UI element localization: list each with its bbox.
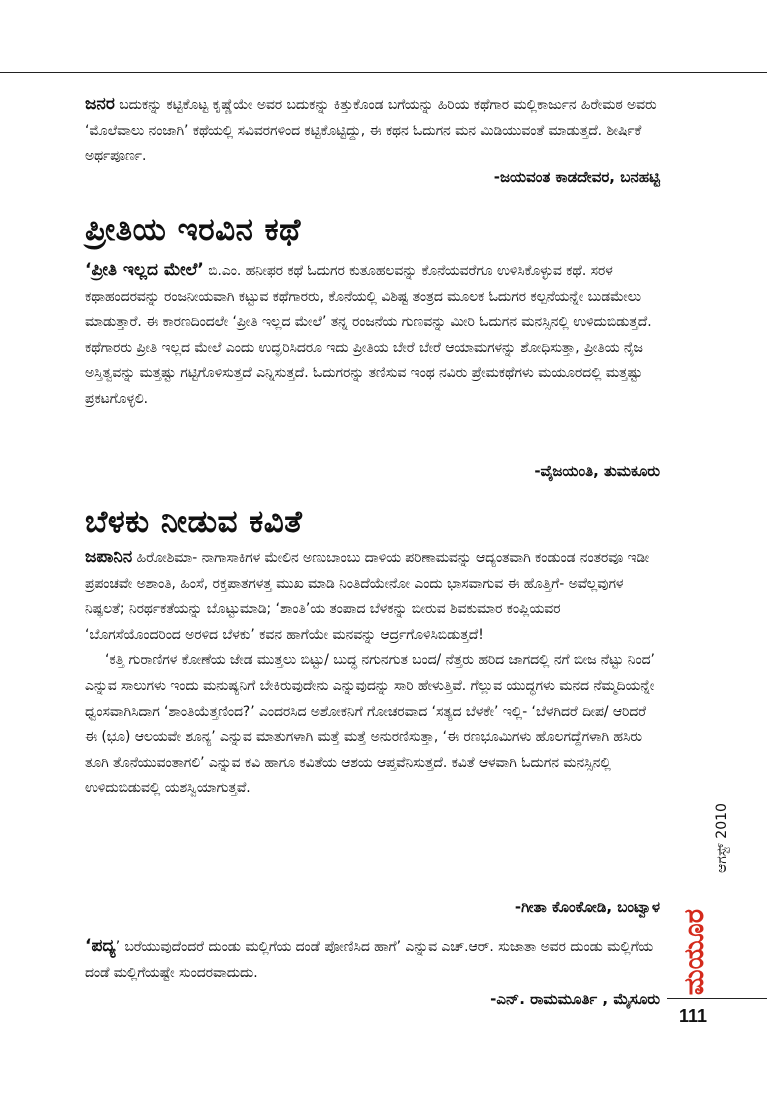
- letter-4: [85, 934, 660, 986]
- page-number: 111: [679, 1006, 708, 1026]
- letter-3-signature: -ಗೀತಾ ಕೊಂಕೋಡಿ, ಬಂಟ್ವಾಳ: [514, 898, 660, 916]
- letter-3: [85, 545, 660, 802]
- letter-2-lead: ‘ಪ್ರೀತಿ ಇಲ್ಲದ ಮೇಲೆ’: [85, 260, 204, 280]
- letter-4-body: ‘ಪದ್ಯ’ ಬರೆಯುವುದೆಂದರೆ ದುಂಡು ಮಲ್ಲಿಗೆಯ ದಂಡೆ ಪೋಣಿಸಿದ ಹಾಗೆ’ ಎನ್ನುವ ಎಚ್.ಆರ್. ಸುಜಾತಾ ಅವರ ದುಂಡು ಮಲ್ಲಿಗೆಯ ದಂಡೆ ಮಲ್ಲಿಗೆಯಷ್ಟೇ ಸುಂದರವಾದುದು.: [85, 936, 654, 981]
- heading-belaku-needuva-kavite: ಬೆಳಕು ನೀಡುವ ಕವಿತೆ: [85, 504, 303, 540]
- letter-1: [85, 92, 660, 170]
- letter-1-body: ಜನರ ಬದುಕನ್ನು ಕಟ್ಟಿಕೊಟ್ಟ ಕೃಷ್ಣೆಯೇ ಅವರ ಬದುಕನ್ನು ಕಿತ್ತುಕೊಂಡ ಬಗೆಯನ್ನು ಹಿರಿಯ ಕಥೆಗಾರ ಮಲ್ಲಿಕಾರ್ಜುನ ಹಿರೇಮಠ ಅವರು ‘ಮೊಲೆವಾಲು ನಂಜಾಗಿ’ ಕಥೆಯಲ್ಲಿ ಸವಿವರಗಳಿಂದ ಕಟ್ಟಿಕೊಟ್ಟಿದ್ದು, ಈ ಕಥನ ಓದುಗನ ಮನ ಮಿಡಿಯುವಂತೆ ಮಾಡುತ್ತದೆ. ಶೀರ್ಷಿಕೆ ಅರ್ಥಪೂರ್ಣ.: [85, 94, 657, 165]
- letter-4-lead: ‘ಪದ್ಯ: [85, 936, 116, 956]
- letter-4-signature: -ಎನ್. ರಾಮಮೂರ್ತಿ , ಮೈಸೂರು: [490, 990, 660, 1008]
- letter-2: [85, 258, 660, 413]
- magazine-logo: ಮಯೂರ: [679, 908, 710, 996]
- letter-1-signature: -ಜಯವಂತ ಕಾಡದೇವರ, ಬನಹಟ್ಟಿ: [493, 168, 660, 186]
- letter-1-lead: ಜನರ: [85, 94, 115, 114]
- top-rule: [0, 72, 767, 73]
- heading-preetiya-iravina-kathe: ಪ್ರೀತಿಯ ಇರವಿನ ಕಥೆ: [85, 212, 301, 248]
- letter-3-body-2: ‘ಕತ್ತಿ ಗುರಾಣಿಗಳ ಕೋಣೆಯ ಜೇಡ ಮುತ್ತಲು ಬಿಟ್ಟು/ ಬುದ್ಧ ನಗುನಗುತ ಬಂದ/ ನೆತ್ತರು ಹರಿದ ಜಾಗದಲ್ಲಿ ನಗೆ ಬೀಜ ನೆಟ್ಟು ನಿಂದ’ ಎನ್ನುವ ಸಾಲುಗಳು ಇಂದು ಮನುಷ್ಯನಿಗೆ ಬೇಕಿರುವುದೇನು ಎನ್ನುವುದನ್ನು ಸಾರಿ ಹೇಳುತ್ತಿವೆ. ಗೆಲ್ಲುವ ಯುದ್ಧಗಳು ಮನದ ನೆಮ್ಮದಿಯನ್ನೇ ಧ್ವಂಸವಾಗಿಸಿದಾಗ ‘ಶಾಂತಿಯೆತ್ತಣಿಂದ?’ ಎಂದರಸಿದ ಅಶೋಕನಿಗೆ ಗೋಚರವಾದ ‘ಸತ್ಯದ ಬೆಳಕೇ’ ಇಲ್ಲಿ- ‘ಬೆಳಗಿದರೆ ದೀಪ/ ಆರಿದರೆ ಈ (ಭೂ) ಆಲಯವೇ ಶೂನ್ಯ’ ಎನ್ನುವ ಮಾತುಗಳಾಗಿ ಮತ್ತೆ ಮತ್ತೆ ಅನುರಣಿಸುತ್ತಾ, ‘ಈ ರಣಭೂಮಿಗಳು ಹೊಲಗದ್ದೆಗಳಾಗಿ ಹಸಿರು ತೂಗಿ ತೊನೆಯುವಂತಾಗಲಿ’ ಎನ್ನುವ ಕವಿ ಹಾಗೂ ಕವಿತೆಯ ಆಶಯ ಆಪ್ತವೆನಿಸುತ್ತದೆ. ಕವಿತೆ ಆಳವಾಗಿ ಓದುಗನ ಮನಸ್ಸಿನಲ್ಲಿ ಉಳಿದುಬಿಡುವಲ್ಲಿ ಯಶಸ್ವಿಯಾಗುತ್ತವೆ.: [85, 652, 655, 797]
- issue-date: ಆಗಸ್ಟ್ 2010: [714, 803, 730, 873]
- letter-3-lead: ಜಪಾನಿನ: [85, 547, 133, 567]
- letter-3-body: ಜಪಾನಿನ ಹಿರೋಶಿಮಾ- ನಾಗಾಸಾಕಿಗಳ ಮೇಲಿನ ಅಣುಬಾಂಬು ದಾಳಿಯ ಪರಿಣಾಮವನ್ನು ಆದ್ಯಂತವಾಗಿ ಕಂಡುಂಡ ನಂತರವೂ ಇಡೀ ಪ್ರಪಂಚವೇ ಅಶಾಂತಿ, ಹಿಂಸೆ, ರಕ್ತಪಾತಗಳತ್ತ ಮುಖ ಮಾಡಿ ನಿಂತಿದೆಯೇನೋ ಎಂದು ಭಾಸವಾಗುವ ಈ ಹೊತ್ತಿಗೆ- ಅವೆಲ್ಲವುಗಳ ನಿಷ್ಫಲತೆ; ನಿರರ್ಥಕತೆಯನ್ನು ಬೊಟ್ಟುಮಾಡಿ; ‘ಶಾಂತಿ’ಯ ತಂಪಾದ ಬೆಳಕನ್ನು ಬೀರುವ ಶಿವಕುಮಾರ ಕಂಪ್ಲಿಯವರ ‘ಬೊಗಸೆಯೊಂದರಿಂದ ಅರಳಿದ ಬೆಳಕು’ ಕವನ ಹಾಗೆಯೇ ಮನವನ್ನು ಆರ್ದ್ರಗೊಳಿಸಿಬಿಡುತ್ತದೆ!: [85, 547, 650, 643]
- letter-2-signature: -ವೈಜಯಂತಿ, ತುಮಕೂರು: [534, 462, 660, 480]
- letter-2-body: ‘ಪ್ರೀತಿ ಇಲ್ಲದ ಮೇಲೆ’ ಬಿ.ಎಂ. ಹನೀಫರ ಕಥೆ ಓದುಗರ ಕುತೂಹಲವನ್ನು ಕೊನೆಯವರೆಗೂ ಉಳಿಸಿಕೊಳ್ಳುವ ಕಥೆ. ಸರಳ ಕಥಾಹಂದರವನ್ನು ರಂಜನೀಯವಾಗಿ ಕಟ್ಟುವ ಕಥೆಗಾರರು, ಕೊನೆಯಲ್ಲಿ ವಿಶಿಷ್ಟ ತಂತ್ರದ ಮೂಲಕ ಓದುಗರ ಕಲ್ಪನೆಯನ್ನೇ ಬುಡಮೇಲು ಮಾಡುತ್ತಾರೆ. ಈ ಕಾರಣದಿಂದಲೇ ‘ಪ್ರೀತಿ ಇಲ್ಲದ ಮೇಲೆ’ ತನ್ನ ರಂಜನೆಯ ಗುಣವನ್ನು ಮೀರಿ ಓದುಗನ ಮನಸ್ಸಿನಲ್ಲಿ ಉಳಿದುಬಿಡುತ್ತದೆ. ಕಥೆಗಾರರು ಪ್ರೀತಿ ಇಲ್ಲದ ಮೇಲೆ ಎಂದು ಉದ್ಘರಿಸಿದರೂ ಇದು ಪ್ರೀತಿಯ ಬೇರೆ ಬೇರೆ ಆಯಾಮಗಳನ್ನು ಶೋಧಿಸುತ್ತಾ, ಪ್ರೀತಿಯ ನೈಜ ಅಸ್ತಿತ್ವವನ್ನು ಮತ್ತಷ್ಟು ಗಟ್ಟಿಗೊಳಿಸುತ್ತದೆ ಎನ್ನಿಸುತ್ತದೆ. ಓದುಗರನ್ನು ತಣಿಸುವ ಇಂಥ ನವಿರು ಪ್ರೇಮಕಥೆಗಳು ಮಯೂರದಲ್ಲಿ ಮತ್ತಷ್ಟು ಪ್ರಕಟಗೊಳ್ಳಲಿ.: [85, 260, 652, 407]
- page-rule: [667, 998, 767, 999]
